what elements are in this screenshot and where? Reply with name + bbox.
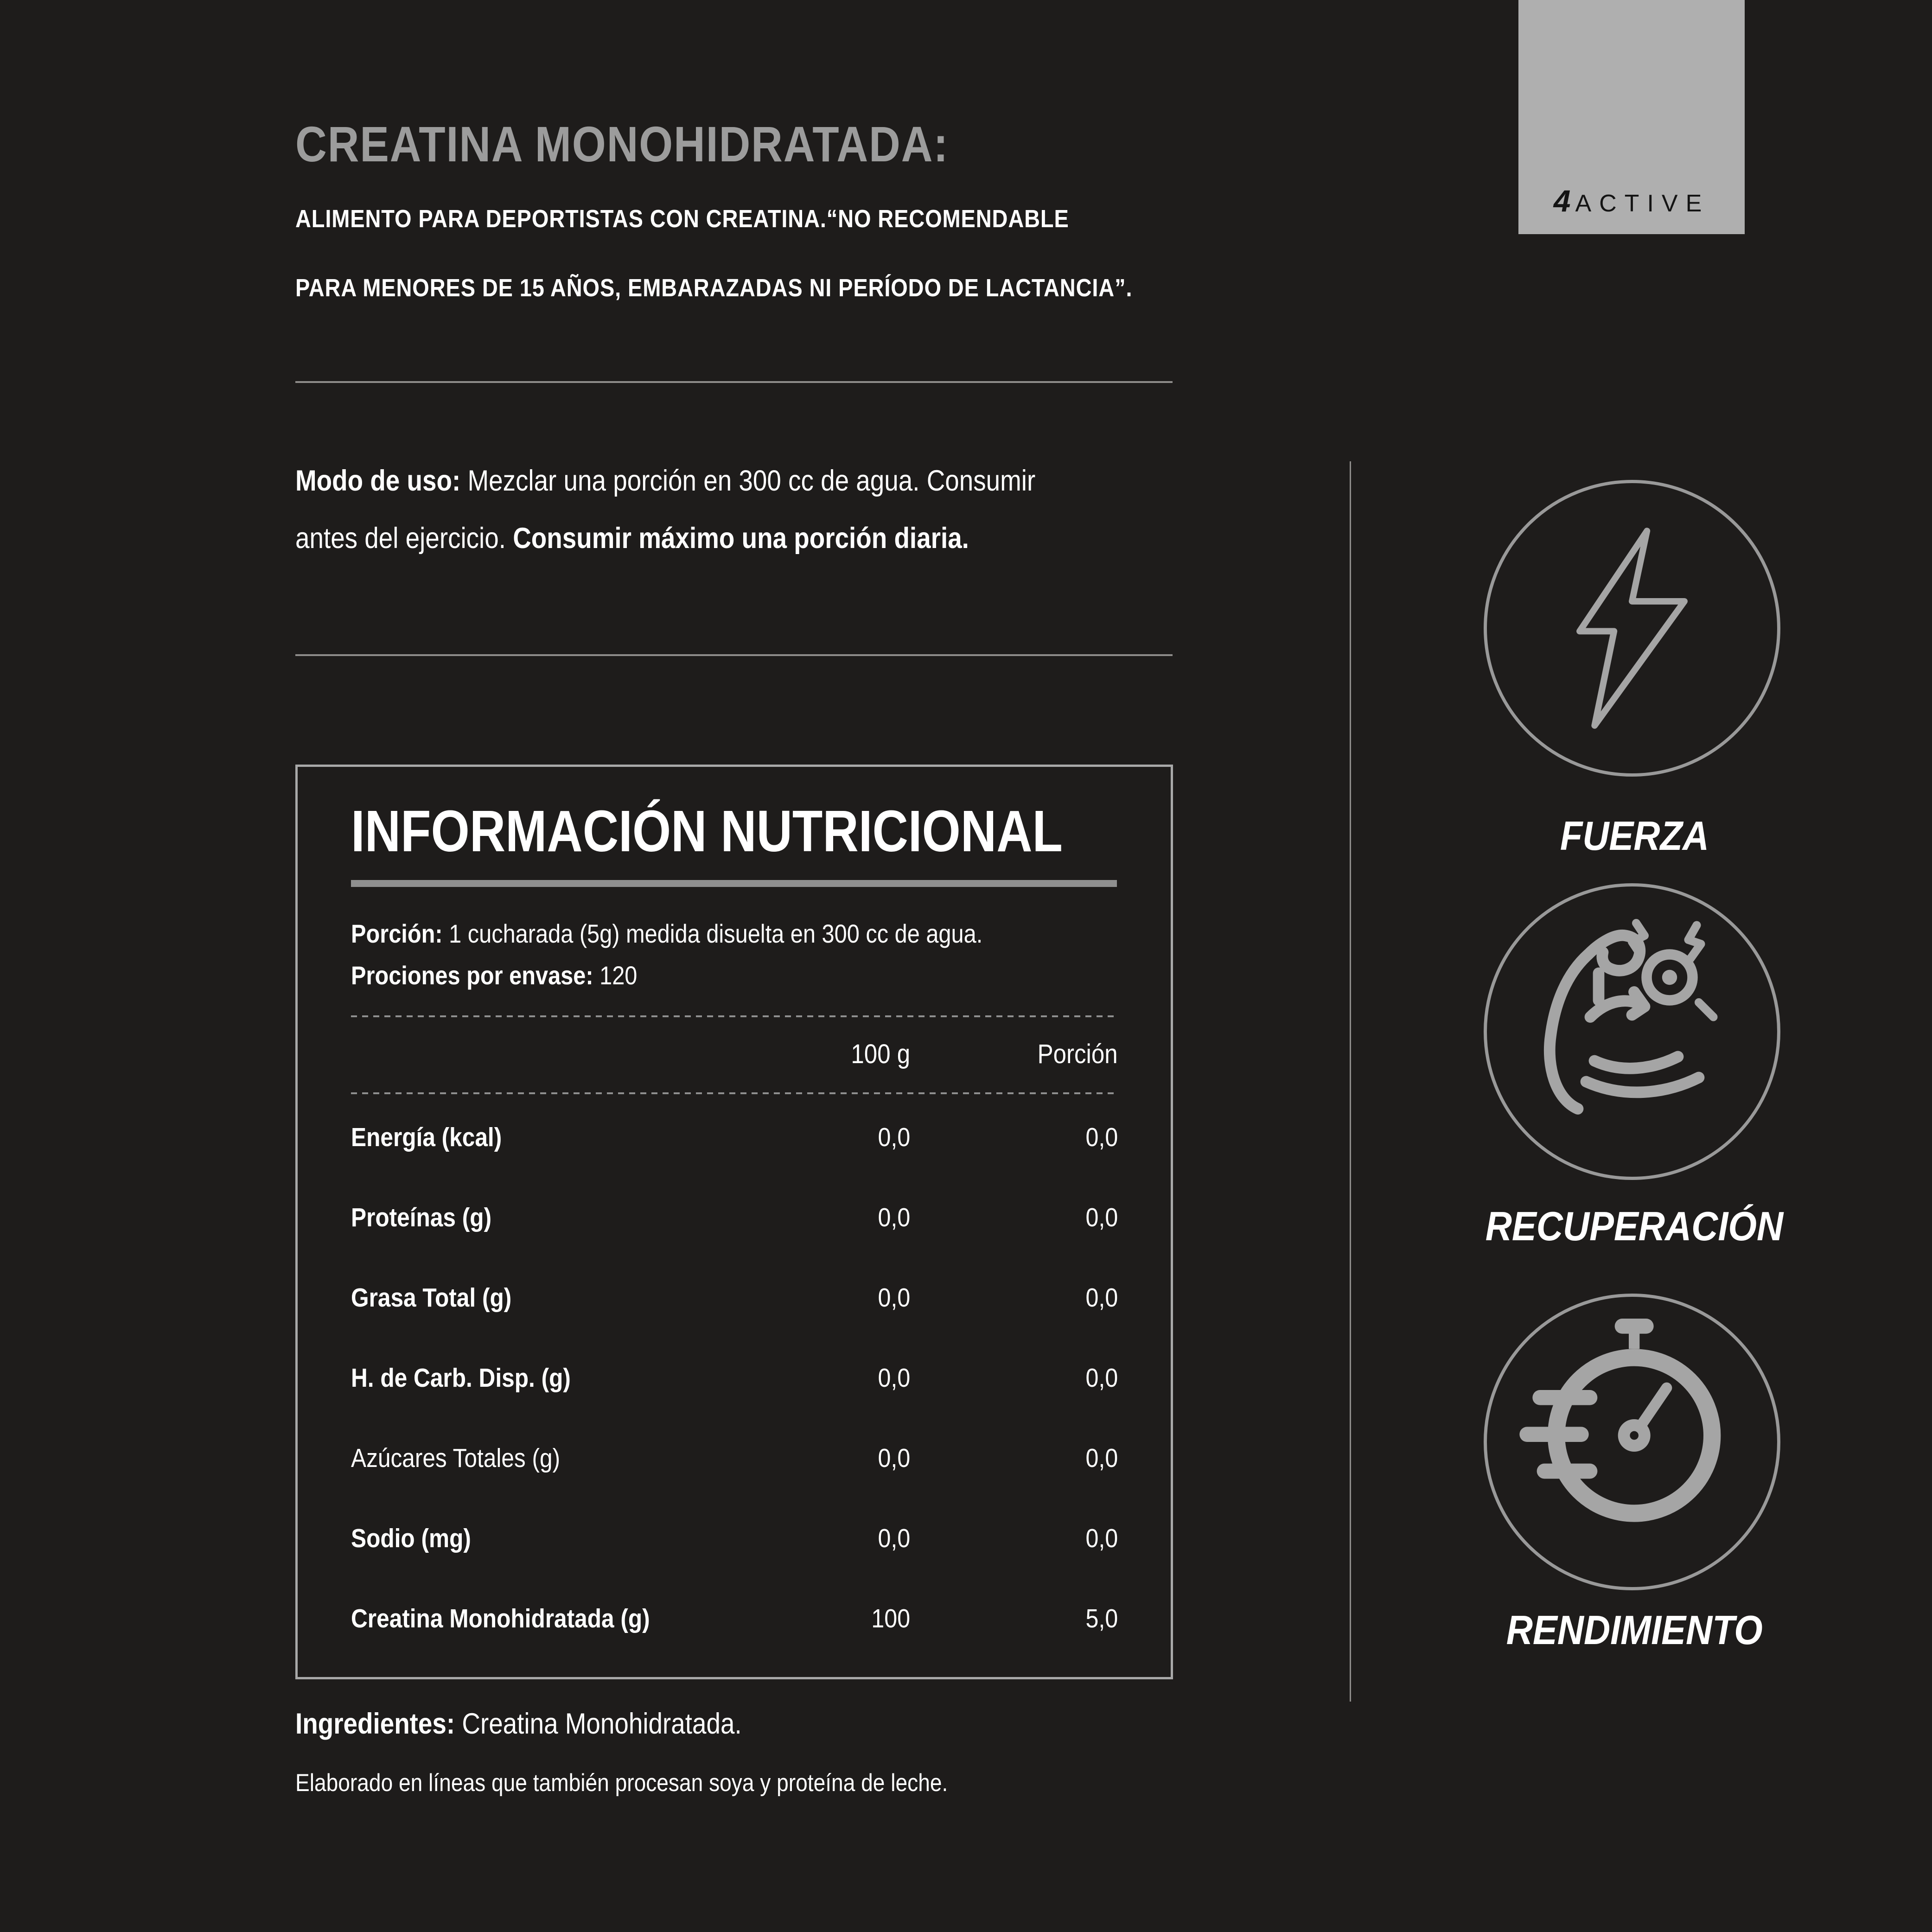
usage-text-2: antes del ejercicio. <box>295 522 513 555</box>
column-header-100g: 100 g <box>851 1039 910 1069</box>
nutrient-label-carbohidratos: H. de Carb. Disp. (g) <box>351 1363 571 1393</box>
brand-logo-text <box>1554 183 1710 234</box>
dashed-separator-bottom <box>351 1092 1117 1094</box>
ingredients-text: Creatina Monohidratada. <box>455 1708 742 1740</box>
value-per-100g: 0,0 <box>878 1443 910 1473</box>
benefit-circle-fuerza <box>1484 480 1780 777</box>
value-per-100g: 0,0 <box>878 1524 910 1553</box>
benefit-circle-recuperacion <box>1484 883 1780 1180</box>
dashed-separator-top <box>351 1015 1117 1017</box>
usage-instructions-line1 <box>295 464 1146 498</box>
usage-text-1: Mezclar una porción en 300 cc de agua. Consumir <box>460 465 1036 497</box>
warning-text-line1: ALIMENTO PARA DEPORTISTAS CON CREATINA.“NO RECOMENDABLE <box>295 205 1069 233</box>
lightning-icon <box>1556 523 1709 733</box>
value-per-portion: 0,0 <box>1085 1363 1118 1393</box>
value-per-100g: 0,0 <box>878 1122 910 1152</box>
section-divider-middle <box>295 654 1173 656</box>
stopwatch-icon <box>1502 1312 1762 1572</box>
vertical-divider <box>1350 461 1351 1702</box>
servings-label: Prociones por envase: <box>351 961 593 990</box>
usage-label: Modo de uso: <box>295 465 461 497</box>
nutrition-title-underline <box>351 880 1117 887</box>
value-per-100g: 0,0 <box>878 1203 910 1232</box>
value-per-portion: 0,0 <box>1085 1524 1118 1553</box>
benefit-label-rendimiento: RENDIMIENTO <box>1506 1607 1763 1653</box>
usage-text-bold: Consumir máximo una porción diaria. <box>513 522 969 555</box>
value-per-100g: 0,0 <box>878 1363 910 1393</box>
nutrient-label-sodio: Sodio (mg) <box>351 1524 471 1553</box>
nutrient-label-proteinas: Proteínas (g) <box>351 1203 492 1232</box>
section-divider-top <box>295 381 1173 383</box>
nutrition-title: INFORMACIÓN NUTRICIONAL <box>351 798 1063 864</box>
servings-value: 120 <box>593 961 638 990</box>
value-per-portion: 0,0 <box>1085 1122 1118 1152</box>
ingredients-label: Ingredientes: <box>295 1708 455 1740</box>
product-title-text: CREATINA MONOHIDRATADA: <box>295 116 949 172</box>
usage-instructions-line2 <box>295 521 1070 555</box>
serving-label: Porción: <box>351 919 443 948</box>
value-per-100g: 100 <box>871 1604 910 1633</box>
nutrient-label-energia: Energía (kcal) <box>351 1122 502 1152</box>
nutrient-label-azucares: Azúcares Totales (g) <box>351 1443 561 1473</box>
warning-text-line2: PARA MENORES DE 15 AÑOS, EMBARAZADAS NI PERÍODO DE LACTANCIA”. <box>295 274 1133 302</box>
value-per-portion: 0,0 <box>1085 1443 1118 1473</box>
column-header-portion: Porción <box>1037 1039 1118 1069</box>
biceps-icon <box>1507 906 1757 1157</box>
allergen-note: Elaborado en líneas que también procesan soya y proteína de leche. <box>295 1769 948 1797</box>
value-per-portion: 5,0 <box>1085 1604 1118 1633</box>
brand-logo-number: 4 <box>1553 184 1571 218</box>
benefit-circle-rendimiento <box>1484 1294 1780 1590</box>
serving-text: 1 cucharada (5g) medida disuelta en 300 cc de agua. <box>442 919 983 948</box>
value-per-portion: 0,0 <box>1085 1203 1118 1232</box>
servings-per-container-line <box>351 961 680 990</box>
value-per-100g: 0,0 <box>878 1283 910 1313</box>
benefit-label-recuperacion: RECUPERACIÓN <box>1485 1203 1784 1249</box>
ingredients-line <box>295 1707 809 1741</box>
brand-logo-word: ACTIVE <box>1575 190 1710 217</box>
serving-size-line <box>351 919 1077 949</box>
nutrient-label-grasa: Grasa Total (g) <box>351 1283 512 1313</box>
brand-logo <box>1518 0 1745 234</box>
benefit-label-fuerza: FUERZA <box>1560 813 1709 859</box>
value-per-portion: 0,0 <box>1085 1283 1118 1313</box>
nutrient-label-creatina: Creatina Monohidratada (g) <box>351 1604 650 1633</box>
product-title <box>295 115 1046 173</box>
